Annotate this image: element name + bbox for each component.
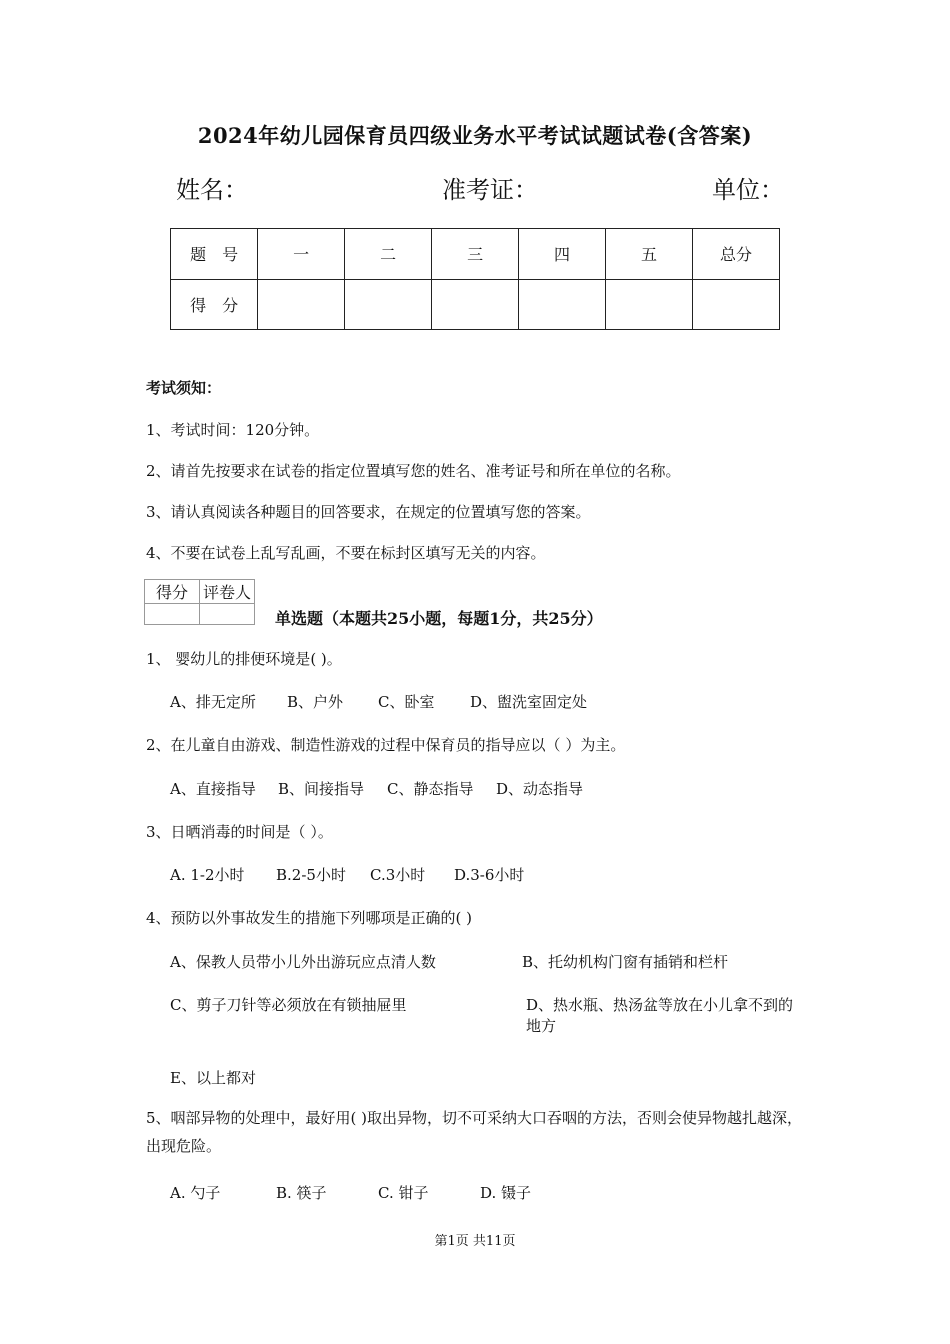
question-option[interactable]: C.3小时 xyxy=(370,866,426,884)
grader-score-label: 得分 xyxy=(145,580,200,604)
question-option[interactable]: C、静态指导 xyxy=(387,780,474,798)
question-option[interactable]: D. 镊子 xyxy=(480,1184,532,1202)
question-option[interactable]: B、间接指导 xyxy=(278,780,365,798)
question-option[interactable]: B、托幼机构门窗有插销和栏杆 xyxy=(522,953,729,971)
question-option[interactable]: D、热水瓶、热汤盆等放在小儿拿不到的地方 xyxy=(526,996,794,1035)
unit-label: 单位： xyxy=(712,176,784,204)
score-cell-3[interactable] xyxy=(432,279,519,330)
notice-title: 考试须知： xyxy=(146,379,222,397)
question-option[interactable]: E、以上都对 xyxy=(170,1069,256,1087)
score-header-5: 五 xyxy=(606,229,693,280)
question-stem: 5、咽部异物的处理中，最好用( )取出异物，切不可采纳大口吞咽的方法，否则会使异物越扎越深，出现危险。 xyxy=(146,1109,803,1155)
score-cell-1[interactable] xyxy=(258,279,345,330)
grader-box xyxy=(144,579,255,625)
section-title: 单选题（本题共25小题，每题1分，共25分） xyxy=(275,609,603,628)
notice-item: 3、请认真阅读各种题目的回答要求，在规定的位置填写您的答案。 xyxy=(146,503,591,521)
score-header-1: 一 xyxy=(258,229,345,280)
score-header-3: 三 xyxy=(432,229,519,280)
score-table-header-row xyxy=(171,229,780,280)
question-option[interactable]: A、直接指导 xyxy=(170,780,256,798)
question-option[interactable]: A. 勺子 xyxy=(170,1184,221,1202)
name-label: 姓名： xyxy=(176,176,248,204)
question-option[interactable]: B.2-5小时 xyxy=(276,866,346,884)
score-cell-4[interactable] xyxy=(519,279,606,330)
question-stem: 1、 婴幼儿的排便环境是( )。 xyxy=(146,650,342,668)
question-option[interactable]: A、保教人员带小儿外出游玩应点清人数 xyxy=(170,953,436,971)
question-option[interactable]: D.3-6小时 xyxy=(454,866,525,884)
score-header-total: 总分 xyxy=(692,229,779,280)
question-option[interactable]: D、动态指导 xyxy=(496,780,584,798)
page-footer: 第1页 共11页 xyxy=(434,1234,516,1249)
grader-score-cell[interactable] xyxy=(145,604,200,625)
grader-reviewer-cell[interactable] xyxy=(200,604,255,625)
question-option[interactable]: C、剪子刀针等必须放在有锁抽屉里 xyxy=(170,996,407,1014)
question-stem: 2、在儿童自由游戏、制造性游戏的过程中保育员的指导应以（ ）为主。 xyxy=(146,736,626,754)
score-cell-2[interactable] xyxy=(345,279,432,330)
notice-item: 1、考试时间：120分钟。 xyxy=(146,421,320,439)
question-stem: 3、日晒消毒的时间是（ ）。 xyxy=(146,823,333,841)
question-stem: 4、预防以外事故发生的措施下列哪项是正确的( ) xyxy=(146,909,473,927)
question-option[interactable]: A、排无定所 xyxy=(170,693,256,711)
score-cell-total[interactable] xyxy=(692,279,779,330)
score-table-score-row xyxy=(171,279,780,330)
grader-reviewer-label: 评卷人 xyxy=(200,580,255,604)
question-option[interactable]: C、卧室 xyxy=(378,693,435,711)
notice-item: 2、请首先按要求在试卷的指定位置填写您的姓名、准考证号和所在单位的名称。 xyxy=(146,462,681,480)
question-option[interactable]: B、户外 xyxy=(287,693,344,711)
score-header-4: 四 xyxy=(519,229,606,280)
notice-item: 4、不要在试卷上乱写乱画，不要在标封区填写无关的内容。 xyxy=(146,544,546,562)
page-title: 2024年幼儿园保育员四级业务水平考试试题试卷(含答案) xyxy=(197,123,753,148)
score-cell-5[interactable] xyxy=(606,279,693,330)
question-option[interactable]: A. 1-2小时 xyxy=(170,866,245,884)
question-option[interactable]: C. 钳子 xyxy=(378,1184,429,1202)
question-option[interactable]: B. 筷子 xyxy=(276,1184,327,1202)
score-header-2: 二 xyxy=(345,229,432,280)
score-row-label: 得 分 xyxy=(171,279,258,330)
exam-id-label: 准考证： xyxy=(442,176,538,204)
question-option[interactable]: D、盥洗室固定处 xyxy=(470,693,588,711)
score-table xyxy=(170,228,780,330)
score-header-label: 题 号 xyxy=(171,229,258,280)
